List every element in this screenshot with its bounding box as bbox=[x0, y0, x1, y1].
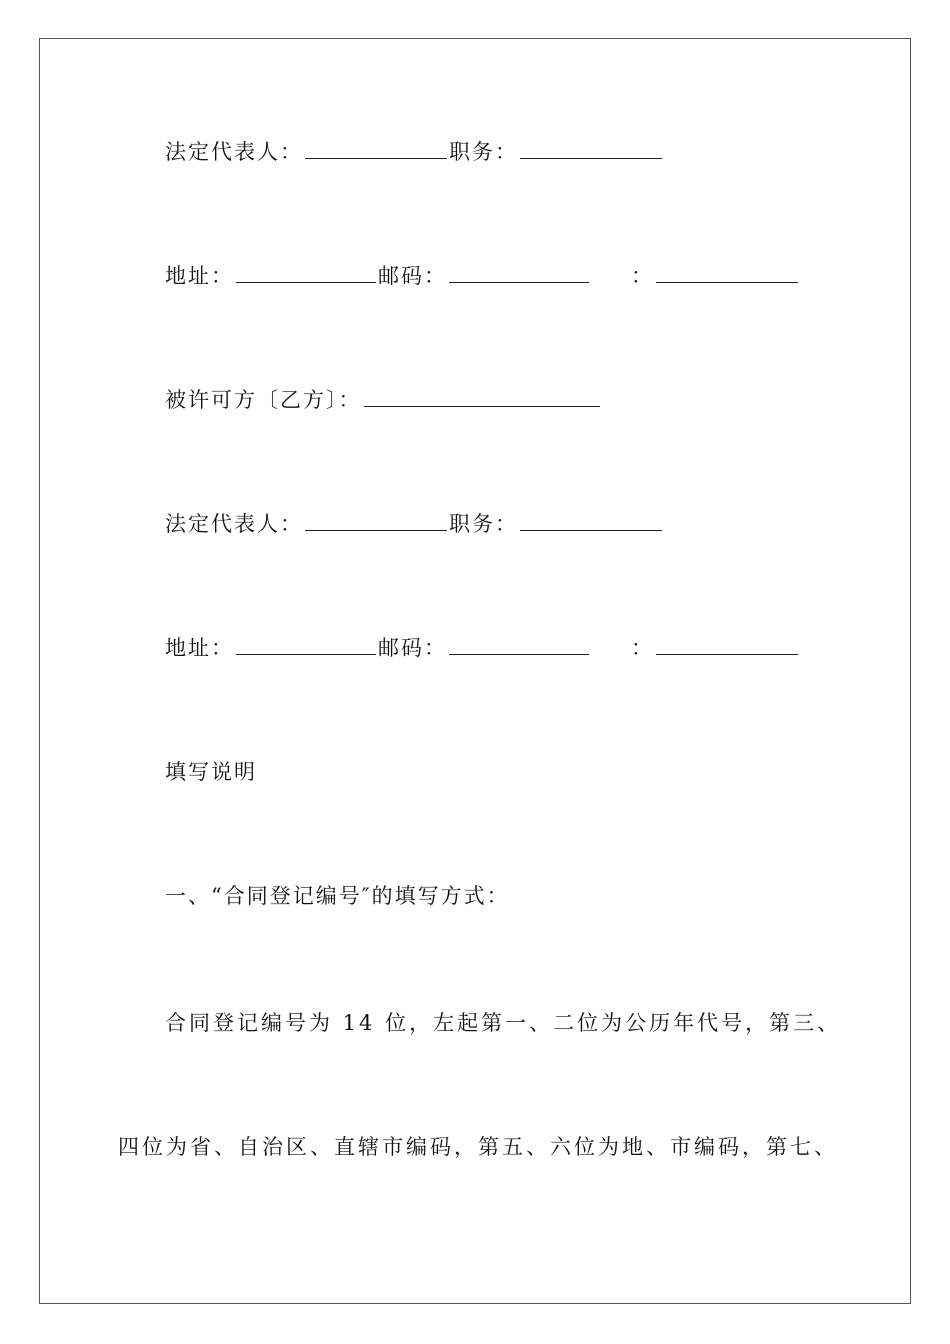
party-a-title-blank[interactable] bbox=[520, 138, 662, 159]
party-b-postcode-blank[interactable] bbox=[449, 634, 589, 655]
party-b-postcode-label: 邮码： bbox=[378, 636, 447, 660]
party-b-heading: 被许可方〔乙方〕： bbox=[165, 388, 362, 412]
party-b-address-blank[interactable] bbox=[236, 634, 376, 655]
paragraph-line-1: 合同登记编号为 14 位，左起第一、二位为公历年代号，第三、 bbox=[165, 1011, 842, 1035]
party-a-rep-blank[interactable] bbox=[305, 138, 447, 159]
party-a-address-label: 地址： bbox=[165, 264, 234, 288]
party-a-extra-blank[interactable] bbox=[656, 262, 798, 283]
party-a-title-label: 职务： bbox=[449, 140, 518, 164]
party-b-address-line bbox=[165, 633, 800, 663]
instructions-title: 填写说明 bbox=[165, 760, 257, 784]
paragraph-line-2: 四位为省、自治区、直辖市编码，第五、六位为地、市编码，第七、 bbox=[118, 1135, 838, 1159]
party-b-heading-line bbox=[165, 385, 602, 415]
party-b-extra-colon: ： bbox=[631, 636, 654, 660]
party-b-rep-label: 法定代表人： bbox=[165, 512, 303, 536]
party-b-title-blank[interactable] bbox=[520, 510, 662, 531]
party-a-postcode-label: 邮码： bbox=[378, 264, 447, 288]
party-b-address-label: 地址： bbox=[165, 636, 234, 660]
party-b-representative-line bbox=[165, 509, 664, 539]
party-b-rep-blank[interactable] bbox=[305, 510, 447, 531]
party-a-postcode-blank[interactable] bbox=[449, 262, 589, 283]
party-a-extra-colon: ： bbox=[631, 264, 654, 288]
party-a-representative-line bbox=[165, 137, 664, 167]
party-b-name-blank[interactable] bbox=[364, 386, 600, 407]
section-1-title: 一、“合同登记编号″的填写方式： bbox=[165, 884, 510, 908]
party-b-title-label: 职务： bbox=[449, 512, 518, 536]
party-a-address-blank[interactable] bbox=[236, 262, 376, 283]
party-b-extra-blank[interactable] bbox=[656, 634, 798, 655]
page-frame bbox=[39, 38, 911, 1304]
party-a-rep-label: 法定代表人： bbox=[165, 140, 303, 164]
party-a-address-line bbox=[165, 261, 800, 291]
